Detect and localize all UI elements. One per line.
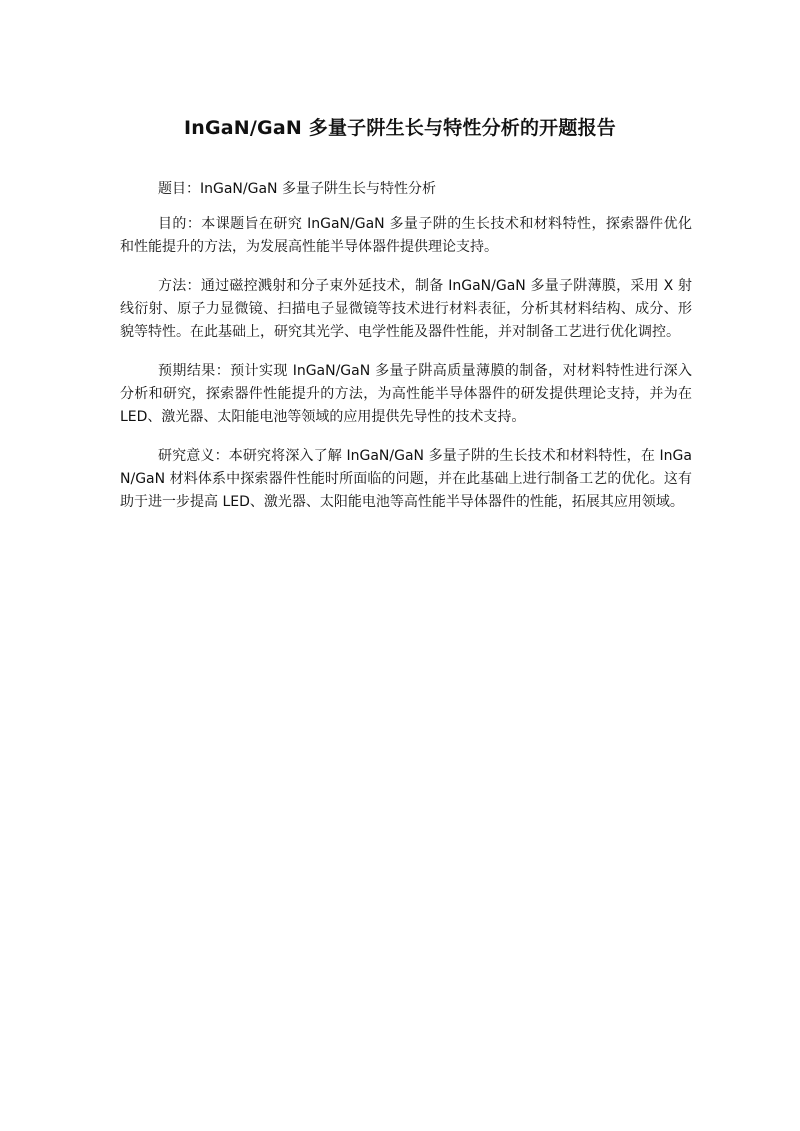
paragraph-method: 方法：通过磁控溅射和分子束外延技术，制备 InGaN/GaN 多量子阱薄膜，采用 X 射线衍射、原子力显微镜、扫描电子显微镜等技术进行材料表征，分析其材料结构、成分、形貌等特性。在此基础上，研究其光学、电学性能及器件性能，并对制备工艺进行优化调控。 [120,278,692,340]
paragraph-topic: 题目：InGaN/GaN 多量子阱生长与特性分析 [158,181,436,197]
paragraph-expected-results: 预期结果：预计实现 InGaN/GaN 多量子阱高质量薄膜的制备，对材料特性进行深入分析和研究，探索器件性能提升的方法，为高性能半导体器件的研发提供理论支持，并为在 LED、激光器、太阳能电池等领域的应用提供先导性的技术支持。 [120,363,692,425]
paragraph-purpose: 目的：本课题旨在研究 InGaN/GaN 多量子阱的生长技术和材料特性，探索器件优化和性能提升的方法，为发展高性能半导体器件提供理论支持。 [120,216,692,255]
document-title: InGaN/GaN 多量子阱生长与特性分析的开题报告 [184,117,616,139]
paragraph-significance: 研究意义：本研究将深入了解 InGaN/GaN 多量子阱的生长技术和材料特性，在 InGaN/GaN 材料体系中探索器件性能时所面临的问题，并在此基础上进行制备工艺的优化。这有助于进一步提高 LED、激光器、太阳能电池等高性能半导体器件的性能，拓展其应用领域。 [120,448,692,510]
document-body [120,178,692,530]
